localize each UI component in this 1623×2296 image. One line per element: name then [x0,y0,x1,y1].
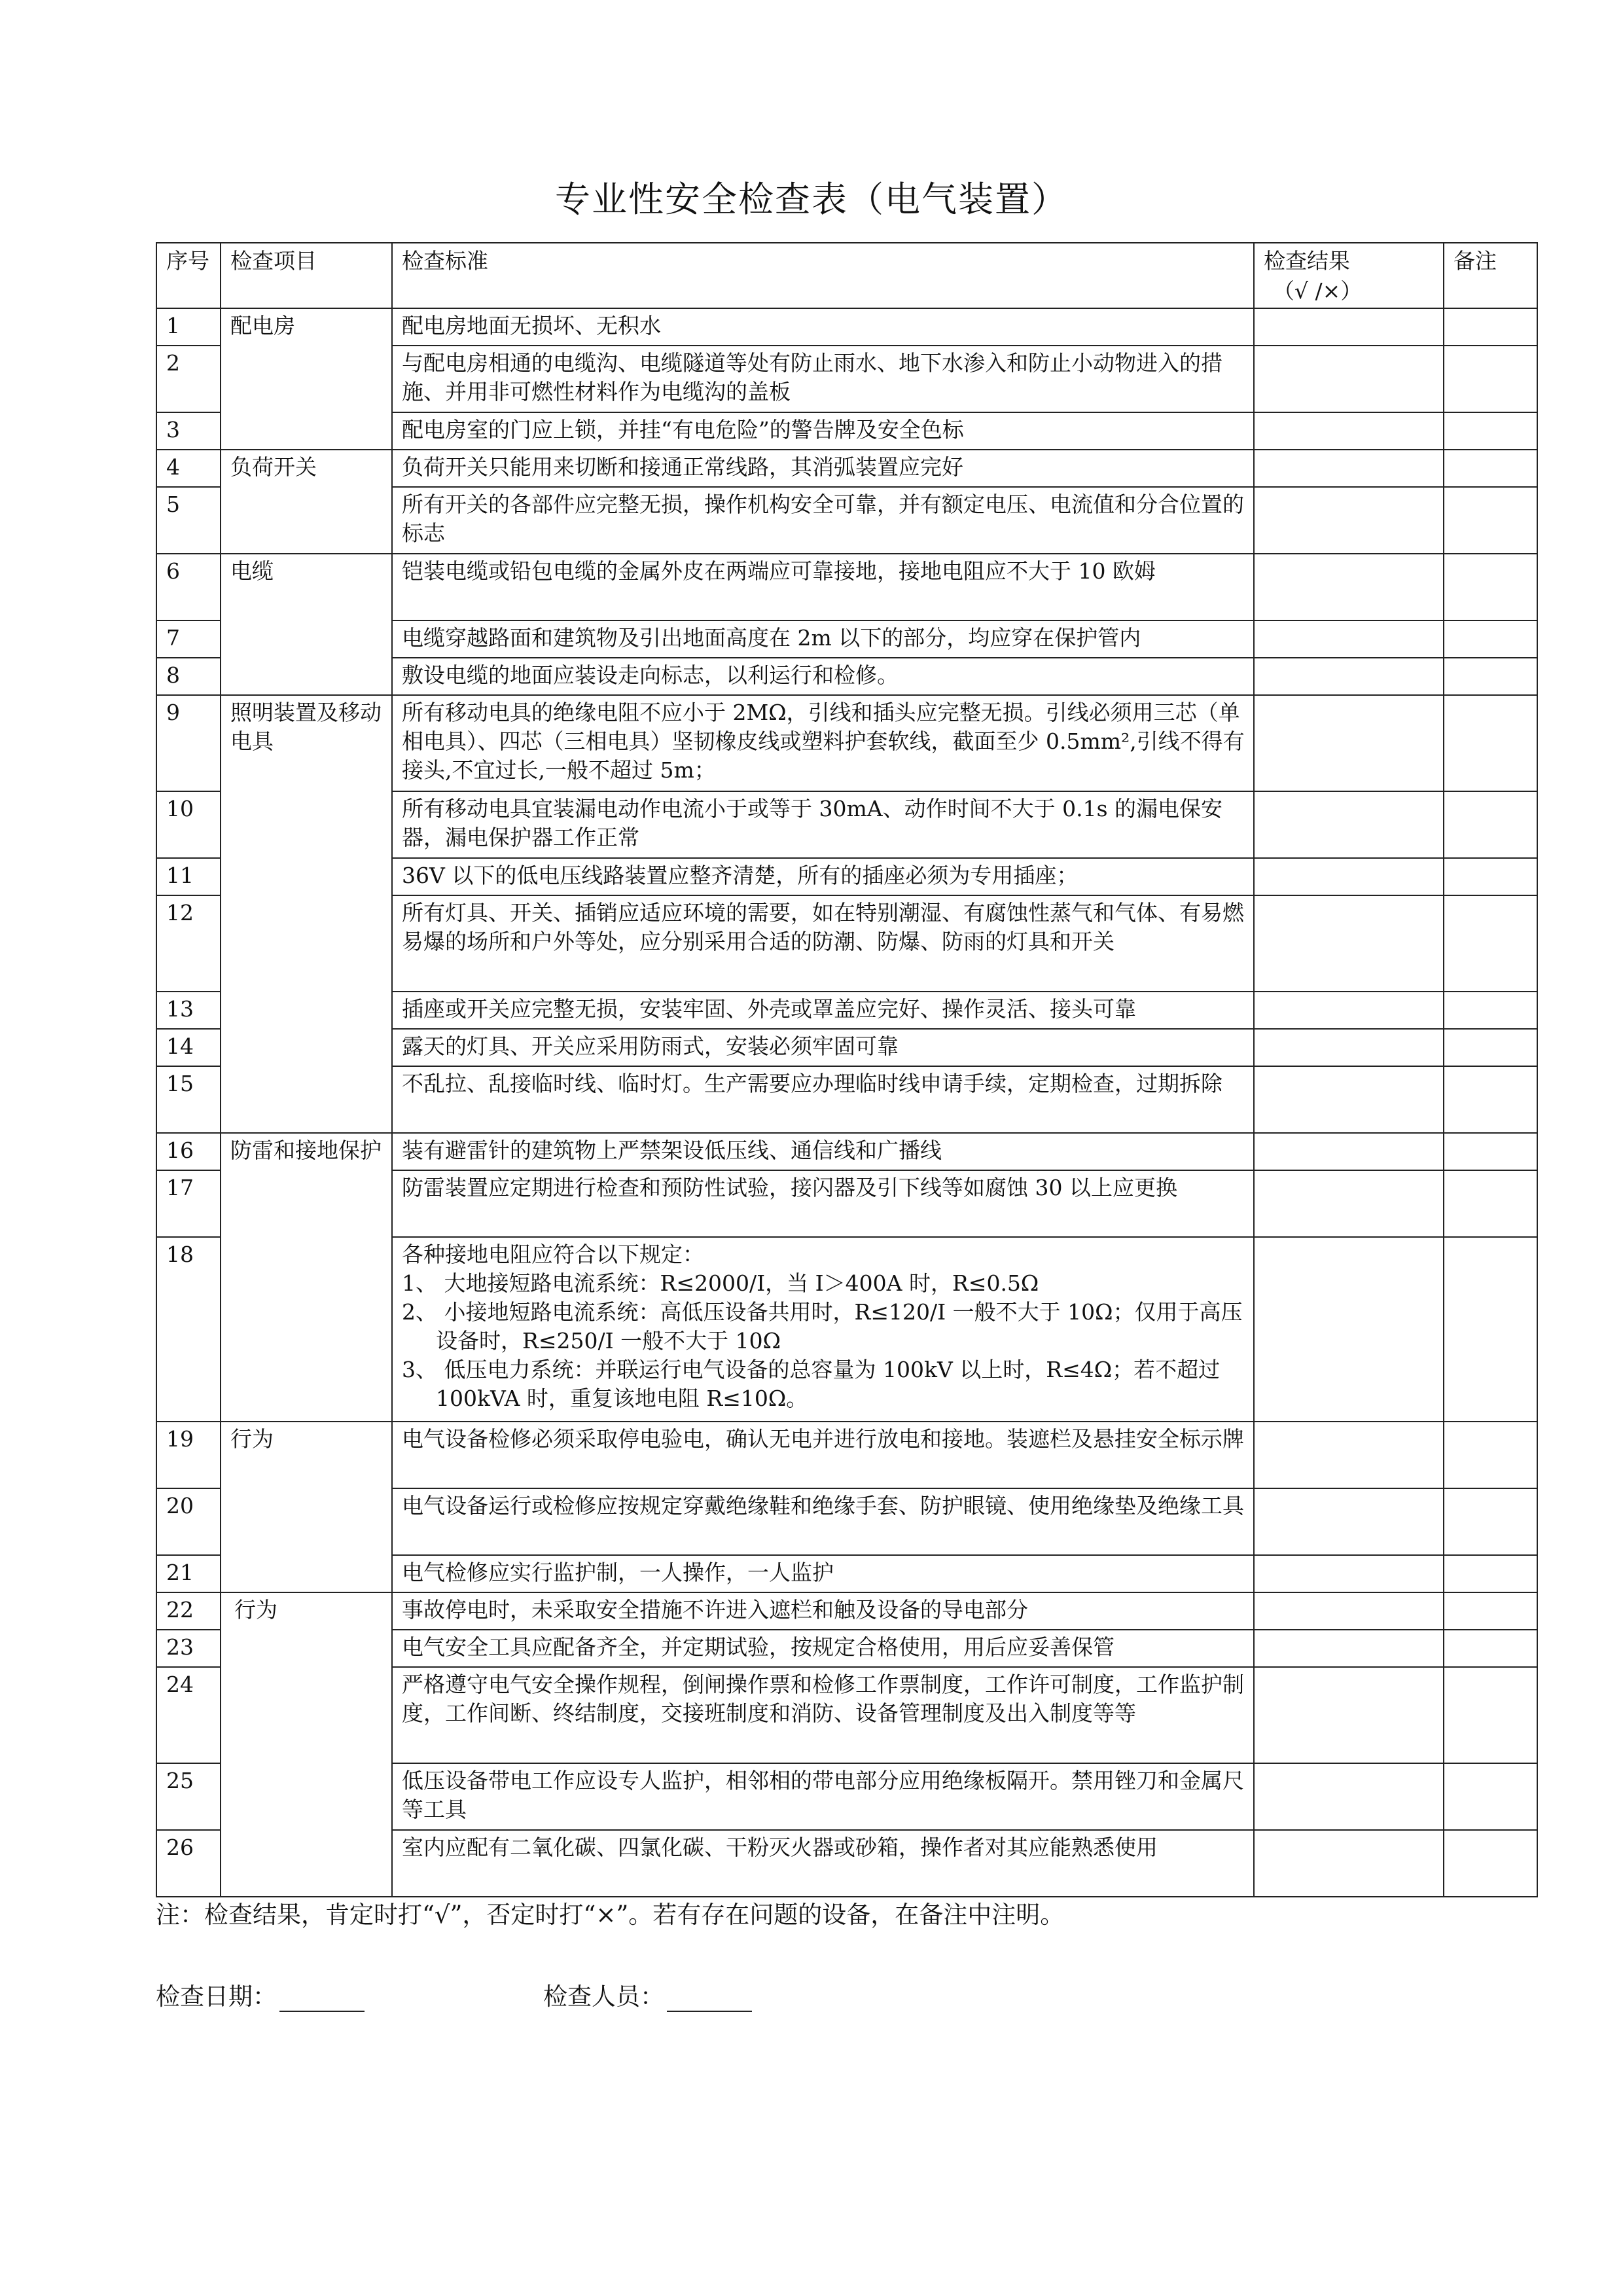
row-standard: 电气设备运行或检修应按规定穿戴绝缘鞋和绝缘手套、防护眼镜、使用绝缘垫及绝缘工具 [392,1488,1254,1555]
header-item: 检查项目 [221,243,392,308]
row-no: 18 [156,1237,221,1422]
header-result-label: 检查结果 [1264,248,1350,274]
remark-cell[interactable] [1444,1237,1537,1422]
result-cell[interactable] [1254,1555,1444,1592]
row-standard: 配电房地面无损坏、无积水 [392,308,1254,346]
row-standard: 低压设备带电工作应设专人监护，相邻相的带电部分应用绝缘板隔开。禁用锉刀和金属尺等工具 [392,1763,1254,1830]
result-cell[interactable] [1254,1029,1444,1066]
header-remark: 备注 [1444,243,1537,308]
row-standard: 严格遵守电气安全操作规程，倒闸操作票和检修工作票制度，工作许可制度，工作监护制度，工作间断、终结制度，交接班制度和消防、设备管理制度及出入制度等等 [392,1667,1254,1763]
result-cell[interactable] [1254,791,1444,858]
row-no: 14 [156,1029,221,1066]
row-standard [392,1237,1254,1422]
row-standard: 室内应配有二氧化碳、四氯化碳、干粉灭火器或砂箱，操作者对其应能熟悉使用 [392,1830,1254,1897]
remark-cell[interactable] [1444,1066,1537,1133]
result-cell[interactable] [1254,1133,1444,1170]
result-cell[interactable] [1254,554,1444,620]
row-no: 16 [156,1133,221,1170]
table-header-row [156,243,1537,308]
remark-cell[interactable] [1444,346,1537,412]
row-standard: 装有避雷针的建筑物上严禁架设低压线、通信线和广播线 [392,1133,1254,1170]
remark-cell[interactable] [1444,554,1537,620]
remark-cell[interactable] [1444,1830,1537,1897]
remark-cell[interactable] [1444,895,1537,992]
row-no: 22 [156,1592,221,1630]
result-cell[interactable] [1254,895,1444,992]
remark-cell[interactable] [1444,1029,1537,1066]
row-standard: 铠装电缆或铅包电缆的金属外皮在两端应可靠接地，接地电阻应不大于 10 欧姆 [392,554,1254,620]
table-row [156,695,1537,791]
row-no: 20 [156,1488,221,1555]
table-row [156,1133,1537,1170]
inspector-field [543,1977,752,2012]
row-no: 19 [156,1422,221,1488]
date-field [156,1977,365,2012]
remark-cell[interactable] [1444,658,1537,695]
remark-cell[interactable] [1444,1763,1537,1830]
row-no: 8 [156,658,221,695]
row-no: 4 [156,450,221,487]
header-no: 序号 [156,243,221,308]
table-row [156,554,1537,620]
row-no: 2 [156,346,221,412]
row-no: 5 [156,487,221,554]
category-lighting: 照明装置及移动电具 [221,695,392,1133]
result-cell[interactable] [1254,858,1444,895]
result-cell[interactable] [1254,308,1444,346]
date-blank[interactable] [279,1984,365,2012]
remark-cell[interactable] [1444,308,1537,346]
remark-cell[interactable] [1444,858,1537,895]
remark-cell[interactable] [1444,1488,1537,1555]
remark-cell[interactable] [1444,1422,1537,1488]
row-no: 11 [156,858,221,895]
row-no: 10 [156,791,221,858]
table-row [156,450,1537,487]
row-no: 24 [156,1667,221,1763]
header-result [1254,243,1444,308]
row-standard: 电缆穿越路面和建筑物及引出地面高度在 2m 以下的部分，均应穿在保护管内 [392,620,1254,658]
remark-cell[interactable] [1444,1667,1537,1763]
row-no: 9 [156,695,221,791]
category-lightning: 防雷和接地保护 [221,1133,392,1422]
date-label: 检查日期： [156,1982,277,2011]
result-cell[interactable] [1254,695,1444,791]
row-standard: 插座或开关应完整无损，安装牢固、外壳或罩盖应完好、操作灵活、接头可靠 [392,992,1254,1029]
inspector-label: 检查人员： [543,1982,664,2011]
row-standard: 敷设电缆的地面应装设走向标志，以利运行和检修。 [392,658,1254,695]
table-row [156,1422,1537,1488]
row-standard: 露天的灯具、开关应采用防雨式，安装必须牢固可靠 [392,1029,1254,1066]
remark-cell[interactable] [1444,1592,1537,1630]
result-cell[interactable] [1254,1630,1444,1667]
row-no: 15 [156,1066,221,1133]
remark-cell[interactable] [1444,412,1537,450]
remark-cell[interactable] [1444,992,1537,1029]
row-standard: 所有灯具、开关、插销应适应环境的需要，如在特别潮湿、有腐蚀性蒸气和气体、有易燃易爆的场所和户外等处，应分别采用合适的防潮、防爆、防雨的灯具和开关 [392,895,1254,992]
row-no: 7 [156,620,221,658]
result-cell[interactable] [1254,1667,1444,1763]
remark-cell[interactable] [1444,791,1537,858]
standard-subitem: 3、 低压电力系统：并联运行电气设备的总容量为 100kV 以上时，R≤4Ω；若不超过 100kVA 时，重复该地电阻 R≤10Ω。 [402,1357,1221,1411]
category-power-room: 配电房 [221,308,392,450]
inspection-table [156,242,1538,1897]
result-cell[interactable] [1254,346,1444,412]
row-standard: 负荷开关只能用来切断和接通正常线路，其消弧装置应完好 [392,450,1254,487]
remark-cell[interactable] [1444,450,1537,487]
footnote: 注：检查结果，肯定时打“√”，否定时打“×”。若有存在问题的设备，在备注中注明。 [156,1901,1065,1929]
row-no: 25 [156,1763,221,1830]
row-standard: 所有移动电具的绝缘电阻不应小于 2MΩ，引线和插头应完整无损。引线必须用三芯（单相电具）、四芯（三相电具）坚韧橡皮线或塑料护套软线，截面至少 0.5mm²,引线不得有接头,不宜过长,一般不超过 5m； [392,695,1254,791]
result-cell[interactable] [1254,992,1444,1029]
row-standard: 电气设备检修必须采取停电验电，确认无电并进行放电和接地。装遮栏及悬挂安全标示牌 [392,1422,1254,1488]
row-no: 21 [156,1555,221,1592]
category-behavior-b: 行为 [221,1592,392,1897]
row-standard: 与配电房相通的电缆沟、电缆隧道等处有防止雨水、地下水渗入和防止小动物进入的措施、并用非可燃性材料作为电缆沟的盖板 [392,346,1254,412]
row-standard: 不乱拉、乱接临时线、临时灯。生产需要应办理临时线申请手续，定期检查，过期拆除 [392,1066,1254,1133]
result-cell[interactable] [1254,1170,1444,1237]
remark-cell[interactable] [1444,695,1537,791]
remark-cell[interactable] [1444,1133,1537,1170]
result-cell[interactable] [1254,1763,1444,1830]
row-no: 26 [156,1830,221,1897]
result-cell[interactable] [1254,1237,1444,1422]
table-row [156,308,1537,346]
standard-subitem: 1、 大地接短路电流系统：R≤2000/I，当 I＞400A 时，R≤0.5Ω [402,1270,1039,1296]
row-no: 13 [156,992,221,1029]
row-standard: 防雷装置应定期进行检查和预防性试验，接闪器及引下线等如腐蚀 30 以上应更换 [392,1170,1254,1237]
result-cell[interactable] [1254,1592,1444,1630]
category-cable: 电缆 [221,554,392,695]
row-standard: 所有移动电具宜装漏电动作电流小于或等于 30mA、动作时间不大于 0.1s 的漏电保安器，漏电保护器工作正常 [392,791,1254,858]
remark-cell[interactable] [1444,620,1537,658]
remark-cell[interactable] [1444,1630,1537,1667]
row-no: 23 [156,1630,221,1667]
row-standard: 36V 以下的低电压线路装置应整齐清楚，所有的插座必须为专用插座； [392,858,1254,895]
category-behavior-a: 行为 [221,1422,392,1592]
page-title: 专业性安全检查表（电气装置） [555,179,1068,220]
result-cell[interactable] [1254,1422,1444,1488]
result-cell[interactable] [1254,1066,1444,1133]
result-cell[interactable] [1254,1830,1444,1897]
inspector-blank[interactable] [667,1984,752,2012]
result-cell[interactable] [1254,1488,1444,1555]
standard-intro: 各种接地电阻应符合以下规定： [402,1242,704,1267]
row-no: 12 [156,895,221,992]
header-result-sub: （√ /×） [1273,278,1363,304]
row-standard: 电气安全工具应配备齐全，并定期试验，按规定合格使用，用后应妥善保管 [392,1630,1254,1667]
row-standard: 事故停电时，未采取安全措施不许进入遮栏和触及设备的导电部分 [392,1592,1254,1630]
remark-cell[interactable] [1444,487,1537,554]
remark-cell[interactable] [1444,1555,1537,1592]
standard-subitem: 2、 小接地短路电流系统：高低压设备共用时，R≤120/I 一般不大于 10Ω；仅用于高压设备时，R≤250/I 一般不大于 10Ω [402,1299,1243,1354]
result-cell[interactable] [1254,487,1444,554]
row-no: 6 [156,554,221,620]
row-no: 3 [156,412,221,450]
row-no: 17 [156,1170,221,1237]
row-standard: 配电房室的门应上锁，并挂“有电危险”的警告牌及安全色标 [392,412,1254,450]
result-cell[interactable] [1254,450,1444,487]
remark-cell[interactable] [1444,1170,1537,1237]
row-no: 1 [156,308,221,346]
table-row [156,1592,1537,1630]
result-cell[interactable] [1254,412,1444,450]
result-cell[interactable] [1254,620,1444,658]
category-load-switch: 负荷开关 [221,450,392,554]
row-standard: 电气检修应实行监护制，一人操作，一人监护 [392,1555,1254,1592]
row-standard: 所有开关的各部件应完整无损，操作机构安全可靠，并有额定电压、电流值和分合位置的标志 [392,487,1254,554]
header-standard: 检查标准 [392,243,1254,308]
result-cell[interactable] [1254,658,1444,695]
